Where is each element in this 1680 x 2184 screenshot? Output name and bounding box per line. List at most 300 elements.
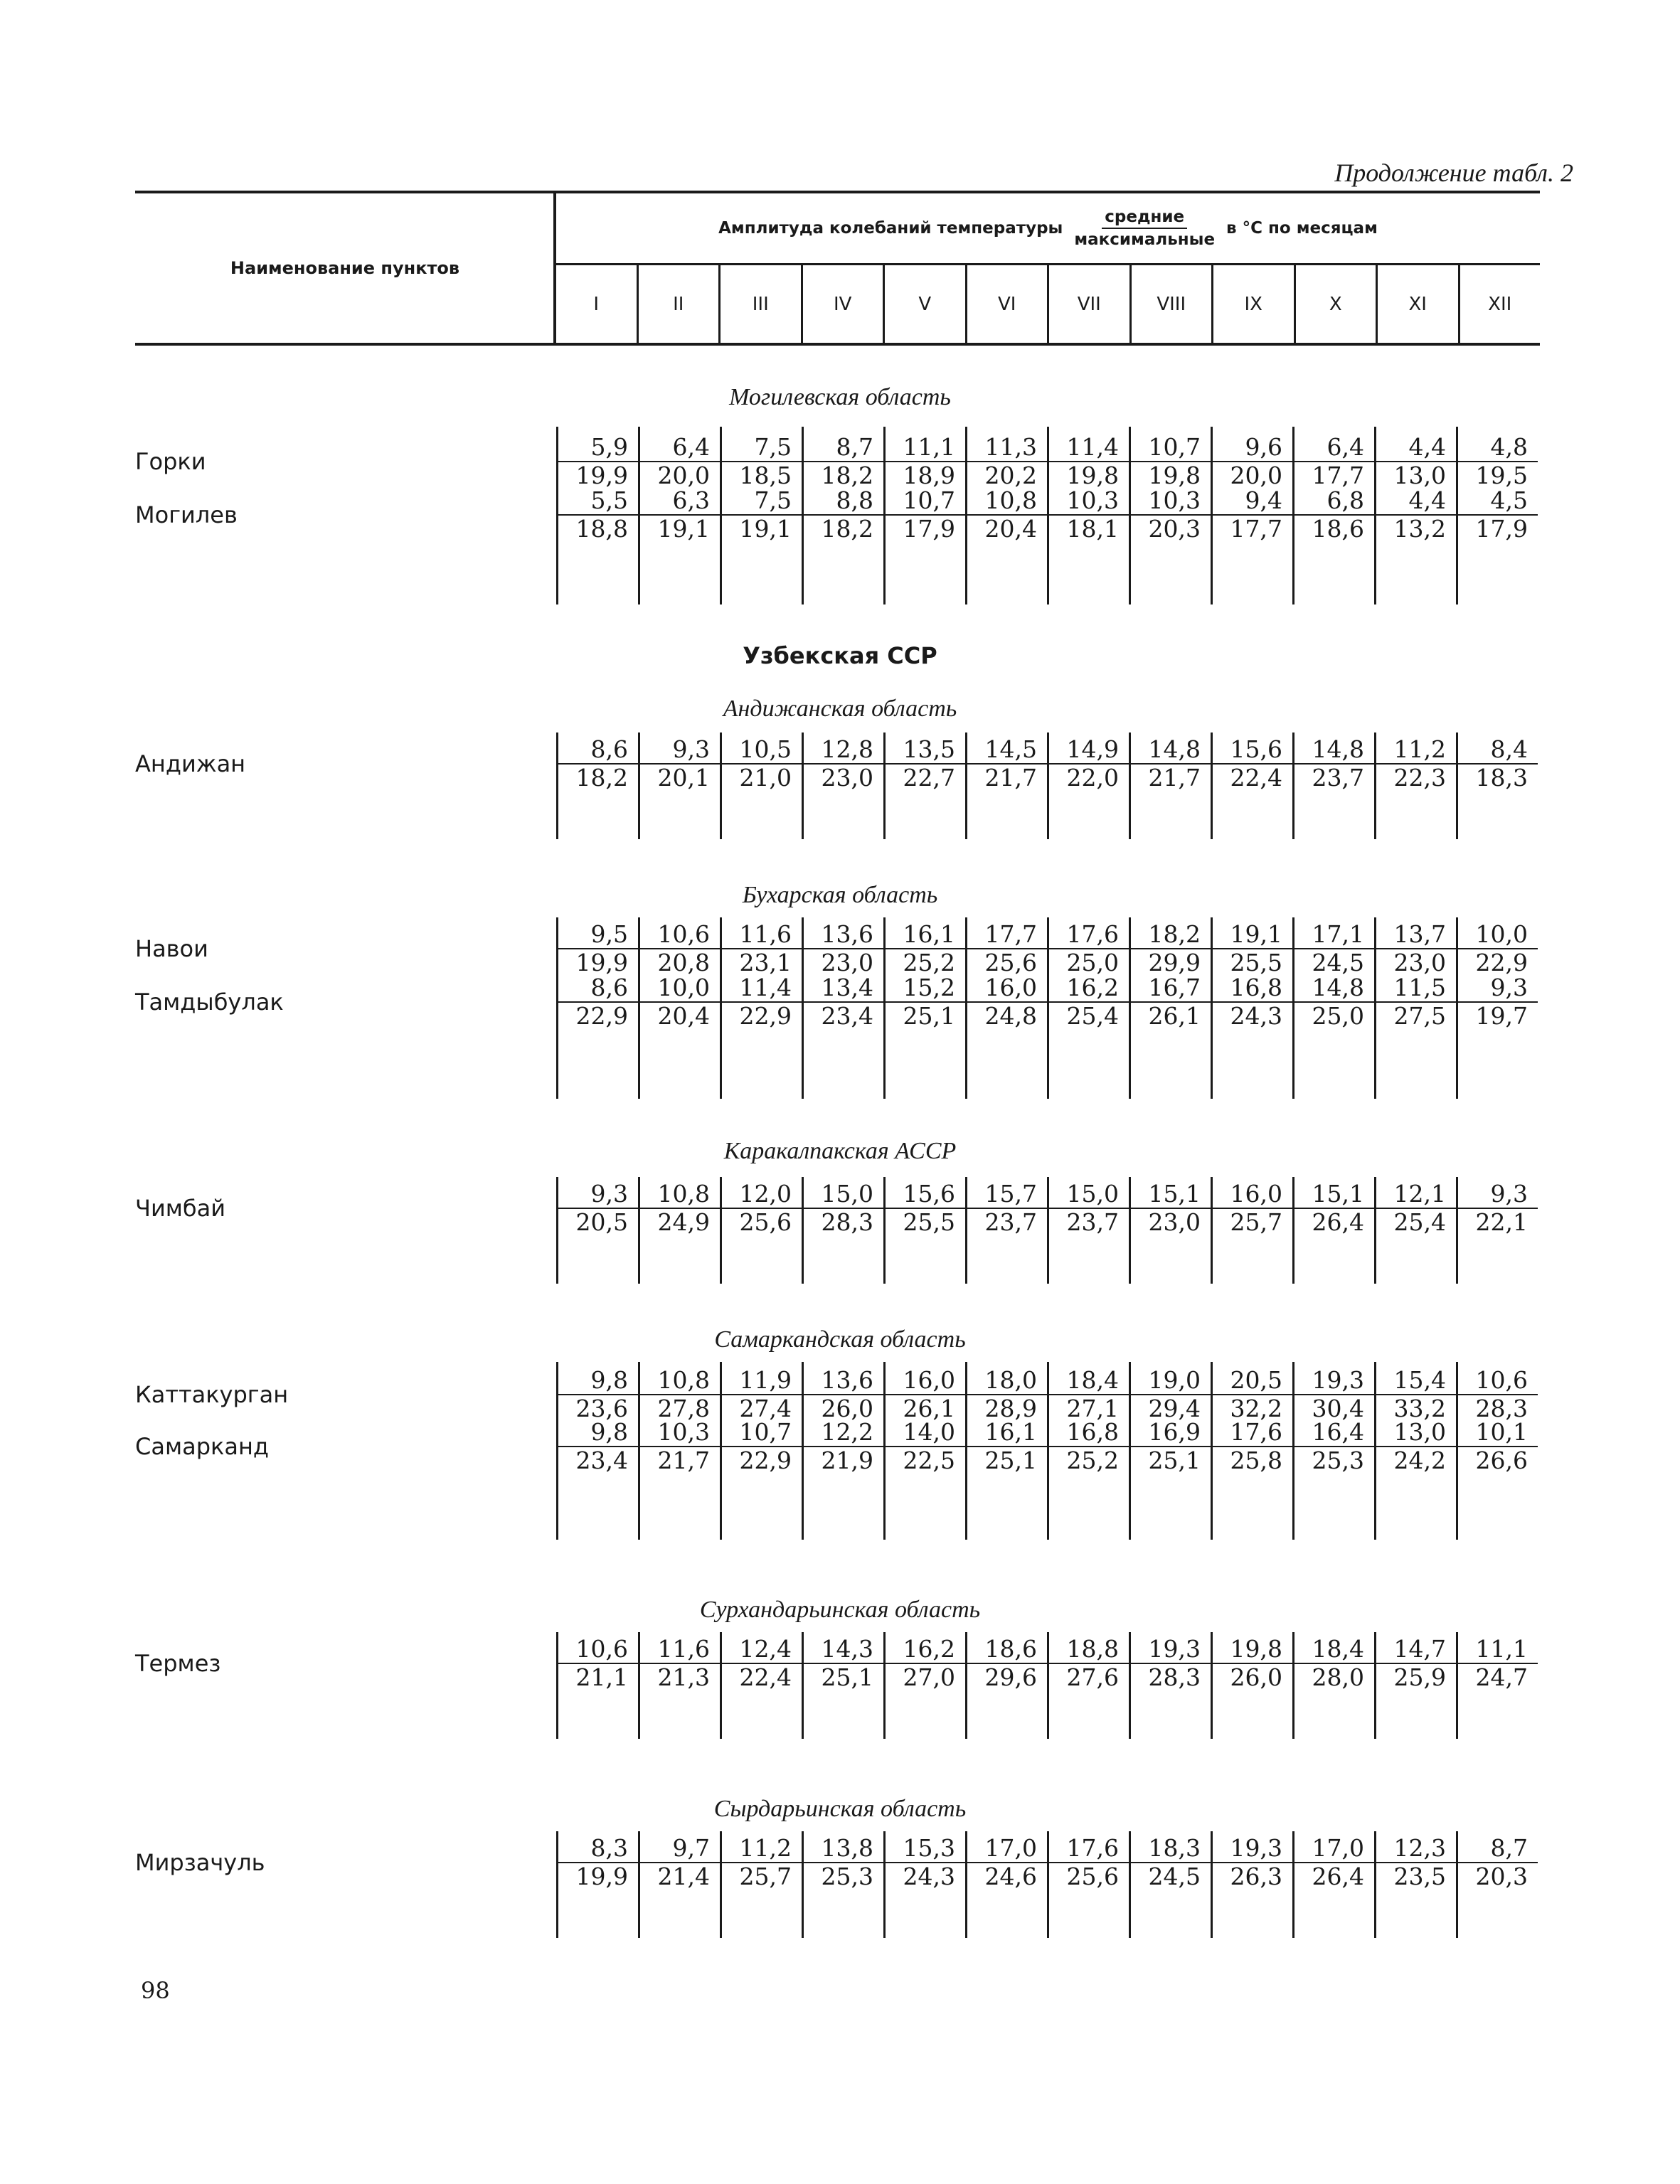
month-header-9: IX [1211,265,1294,343]
data-grid [556,1177,1538,1284]
max-amplitude-cell: 20,4 [640,1001,720,1030]
station-name: Тамдыбулак [135,989,284,1016]
max-amplitude-cell: 23,6 [558,1394,638,1422]
data-grid [556,917,1538,1099]
max-amplitude-cell: 23,0 [1376,948,1456,976]
month-column [802,917,883,1099]
month-column [556,1831,638,1938]
data-grid [556,1831,1538,1938]
month-column [720,1362,802,1540]
month-column [1047,917,1129,1099]
avg-amplitude-cell: 16,4 [1312,1418,1364,1446]
max-amplitude-cell: 17,7 [1294,461,1374,489]
avg-amplitude-cell: 9,6 [1245,433,1282,461]
month-column [1456,1632,1538,1739]
avg-amplitude-cell: 9,7 [672,1834,710,1862]
data-grid [556,427,1538,604]
avg-amplitude-cell: 8,3 [590,1834,628,1862]
avg-amplitude-cell: 14,8 [1148,735,1201,763]
avg-amplitude-cell: 10,7 [739,1418,792,1446]
max-amplitude-cell: 24,8 [967,1001,1047,1030]
avg-amplitude-cell: 8,4 [1490,735,1528,763]
avg-amplitude-cell: 16,0 [984,974,1037,1001]
max-amplitude-cell: 19,9 [558,461,638,489]
max-amplitude-cell: 23,5 [1376,1862,1456,1890]
month-column [1456,1177,1538,1284]
avg-amplitude-cell: 6,3 [672,486,710,514]
max-amplitude-cell: 18,2 [804,514,883,543]
avg-amplitude-cell: 15,0 [1066,1180,1119,1208]
max-amplitude-cell: 18,8 [558,514,638,543]
region-title: Каракалпакская АССР [723,1138,957,1164]
month-column [1047,1831,1129,1938]
max-amplitude-cell: 24,5 [1294,948,1374,976]
max-amplitude-cell: 19,1 [640,514,720,543]
max-amplitude-cell: 22,4 [1213,763,1292,792]
month-column [1374,733,1456,839]
max-amplitude-cell: 18,2 [804,461,883,489]
avg-amplitude-cell: 9,4 [1245,486,1282,514]
max-amplitude-cell: 20,4 [967,514,1047,543]
max-amplitude-cell: 23,0 [804,948,883,976]
max-amplitude-cell: 19,8 [1131,461,1211,489]
avg-amplitude-cell: 12,0 [739,1180,792,1208]
max-amplitude-cell: 21,4 [640,1862,720,1890]
max-amplitude-cell: 27,6 [1049,1663,1129,1691]
max-amplitude-cell: 21,7 [967,763,1047,792]
max-amplitude-cell: 17,7 [1213,514,1292,543]
max-amplitude-cell: 28,0 [1294,1663,1374,1691]
month-column [1129,1632,1211,1739]
max-amplitude-cell: 21,9 [804,1446,883,1474]
avg-amplitude-cell: 11,9 [739,1366,792,1394]
data-grid [556,1632,1538,1739]
avg-amplitude-cell: 20,5 [1230,1366,1282,1394]
avg-amplitude-cell: 5,9 [590,433,628,461]
month-column [720,1831,802,1938]
max-amplitude-cell: 25,5 [886,1208,965,1236]
max-amplitude-cell: 27,4 [722,1394,802,1422]
month-column [1129,917,1211,1099]
region-title: Сурхандарьинская область [699,1597,981,1623]
max-amplitude-cell: 18,6 [1294,514,1374,543]
region-title: Самаркандская область [714,1326,966,1353]
month-column [638,1177,720,1284]
avg-amplitude-cell: 13,7 [1393,920,1446,948]
month-column [883,427,965,604]
avg-amplitude-cell: 17,1 [1312,920,1364,948]
month-column [883,917,965,1099]
max-amplitude-cell: 13,0 [1376,461,1456,489]
max-amplitude-cell: 25,4 [1049,1001,1129,1030]
station-name: Могилев [135,501,238,528]
month-header-7: VII [1047,265,1129,343]
max-amplitude-cell: 13,2 [1376,514,1456,543]
avg-amplitude-cell: 5,5 [590,486,628,514]
max-amplitude-cell: 20,5 [558,1208,638,1236]
region-title: Бухарская область [742,882,938,908]
avg-amplitude-cell: 15,7 [984,1180,1037,1208]
amplitude-denominator: максимальные [1074,230,1216,249]
month-column [965,1362,1047,1540]
month-column [965,917,1047,1099]
max-amplitude-cell: 24,9 [640,1208,720,1236]
avg-amplitude-cell: 15,6 [903,1180,955,1208]
max-amplitude-cell: 24,5 [1131,1862,1211,1890]
avg-amplitude-cell: 14,3 [821,1635,873,1663]
max-amplitude-cell: 23,4 [558,1446,638,1474]
avg-amplitude-cell: 11,1 [1475,1635,1528,1663]
avg-amplitude-cell: 16,2 [1066,974,1119,1001]
avg-amplitude-cell: 12,3 [1393,1834,1446,1862]
avg-amplitude-cell: 8,6 [590,974,628,1001]
max-amplitude-cell: 25,7 [1213,1208,1292,1236]
max-amplitude-cell: 28,3 [1458,1394,1538,1422]
station-name: Горки [135,448,206,475]
max-amplitude-cell: 22,9 [722,1001,802,1030]
max-amplitude-cell: 22,3 [1376,763,1456,792]
month-column [1374,1831,1456,1938]
max-amplitude-cell: 30,4 [1294,1394,1374,1422]
max-amplitude-cell: 29,4 [1131,1394,1211,1422]
max-amplitude-cell: 24,2 [1376,1446,1456,1474]
month-column [1129,1831,1211,1938]
avg-amplitude-cell: 15,3 [903,1834,955,1862]
avg-amplitude-cell: 9,8 [590,1418,628,1446]
avg-amplitude-cell: 12,8 [821,735,873,763]
max-amplitude-cell: 22,9 [722,1446,802,1474]
month-column [1211,733,1292,839]
station-name: Чимбай [135,1195,226,1222]
region-title: Сырдарьинская область [713,1796,967,1822]
amplitude-header [556,193,1540,263]
avg-amplitude-cell: 4,5 [1490,486,1528,514]
max-amplitude-cell: 18,3 [1458,763,1538,792]
max-amplitude-cell: 23,7 [967,1208,1047,1236]
avg-amplitude-cell: 9,8 [590,1366,628,1394]
avg-amplitude-cell: 10,0 [1475,920,1528,948]
avg-amplitude-cell: 18,6 [984,1635,1037,1663]
month-column [1374,917,1456,1099]
month-column [802,1362,883,1540]
month-column [556,427,638,604]
station-name: Андижан [135,750,246,777]
month-column [720,1177,802,1284]
month-column [1374,427,1456,604]
max-amplitude-cell: 22,0 [1049,763,1129,792]
avg-amplitude-cell: 4,4 [1408,486,1446,514]
month-column [1456,1831,1538,1938]
avg-amplitude-cell: 14,5 [984,735,1037,763]
max-amplitude-cell: 23,0 [804,763,883,792]
data-grid [556,733,1538,839]
station-name: Каттакурган [135,1381,289,1408]
max-amplitude-cell: 26,3 [1213,1862,1292,1890]
max-amplitude-cell: 33,2 [1376,1394,1456,1422]
avg-amplitude-cell: 17,6 [1066,920,1119,948]
month-column [1292,1362,1374,1540]
avg-amplitude-cell: 12,2 [821,1418,873,1446]
month-header-4: IV [801,265,883,343]
month-column [965,1177,1047,1284]
max-amplitude-cell: 25,6 [1049,1862,1129,1890]
max-amplitude-cell: 28,3 [804,1208,883,1236]
avg-amplitude-cell: 19,0 [1148,1366,1201,1394]
max-amplitude-cell: 23,4 [804,1001,883,1030]
month-column [1292,1177,1374,1284]
month-column [556,1632,638,1739]
month-column [1211,1362,1292,1540]
month-column [802,733,883,839]
max-amplitude-cell: 17,9 [886,514,965,543]
max-amplitude-cell: 21,7 [640,1446,720,1474]
month-column [720,733,802,839]
max-amplitude-cell: 20,0 [1213,461,1292,489]
avg-amplitude-cell: 11,4 [1066,433,1119,461]
month-column [802,1177,883,1284]
month-column [1047,1632,1129,1739]
avg-amplitude-cell: 11,5 [1393,974,1446,1001]
avg-amplitude-cell: 13,6 [821,1366,873,1394]
avg-amplitude-cell: 16,8 [1066,1418,1119,1446]
avg-amplitude-cell: 10,8 [657,1180,710,1208]
avg-amplitude-cell: 7,5 [754,433,792,461]
month-header-12: XII [1458,265,1541,343]
max-amplitude-cell: 25,1 [886,1001,965,1030]
max-amplitude-cell: 20,3 [1458,1862,1538,1890]
avg-amplitude-cell: 10,3 [657,1418,710,1446]
avg-amplitude-cell: 10,6 [1475,1366,1528,1394]
max-amplitude-cell: 27,0 [886,1663,965,1691]
avg-amplitude-cell: 4,4 [1408,433,1446,461]
max-amplitude-cell: 26,6 [1458,1446,1538,1474]
month-column [1456,917,1538,1099]
max-amplitude-cell: 23,0 [1131,1208,1211,1236]
month-column [1211,1831,1292,1938]
avg-amplitude-cell: 14,8 [1312,974,1364,1001]
avg-amplitude-cell: 12,1 [1393,1180,1446,1208]
avg-amplitude-cell: 6,4 [1327,433,1364,461]
avg-amplitude-cell: 15,0 [821,1180,873,1208]
max-amplitude-cell: 27,8 [640,1394,720,1422]
month-column [638,733,720,839]
month-column [1211,427,1292,604]
avg-amplitude-cell: 10,6 [657,920,710,948]
avg-amplitude-cell: 9,3 [672,735,710,763]
avg-amplitude-cell: 16,1 [984,1418,1037,1446]
month-column [965,1831,1047,1938]
max-amplitude-cell: 19,5 [1458,461,1538,489]
max-amplitude-cell: 25,0 [1294,1001,1374,1030]
avg-amplitude-cell: 11,4 [739,974,792,1001]
max-amplitude-cell: 22,4 [722,1663,802,1691]
max-amplitude-cell: 18,2 [558,763,638,792]
max-amplitude-cell: 25,3 [1294,1446,1374,1474]
data-grid [556,1362,1538,1540]
month-column [802,1831,883,1938]
max-amplitude-cell: 20,2 [967,461,1047,489]
month-column [638,1831,720,1938]
month-column [883,1632,965,1739]
max-amplitude-cell: 23,1 [722,948,802,976]
avg-amplitude-cell: 16,8 [1230,974,1282,1001]
max-amplitude-cell: 24,6 [967,1862,1047,1890]
avg-amplitude-cell: 13,6 [821,920,873,948]
month-header-2: II [637,265,719,343]
max-amplitude-cell: 25,1 [967,1446,1047,1474]
region-title: Могилевская область [729,384,951,410]
month-column [1456,1362,1538,1540]
republic-title: Узбекская ССР [743,642,937,669]
max-amplitude-cell: 24,7 [1458,1663,1538,1691]
avg-amplitude-cell: 8,6 [590,735,628,763]
max-amplitude-cell: 22,7 [886,763,965,792]
max-amplitude-cell: 17,9 [1458,514,1538,543]
avg-amplitude-cell: 15,2 [903,974,955,1001]
max-amplitude-cell: 25,6 [967,948,1047,976]
max-amplitude-cell: 26,0 [1213,1663,1292,1691]
max-amplitude-cell: 21,1 [558,1663,638,1691]
avg-amplitude-cell: 18,2 [1148,920,1201,948]
month-column [638,427,720,604]
max-amplitude-cell: 28,3 [1131,1663,1211,1691]
month-header-3: III [718,265,801,343]
avg-amplitude-cell: 12,4 [739,1635,792,1663]
month-column [556,1177,638,1284]
max-amplitude-cell: 22,5 [886,1446,965,1474]
avg-amplitude-cell: 10,7 [1148,433,1201,461]
avg-amplitude-cell: 16,0 [1230,1180,1282,1208]
month-column [638,917,720,1099]
avg-amplitude-cell: 13,8 [821,1834,873,1862]
month-header-6: VI [965,265,1048,343]
avg-amplitude-cell: 17,6 [1066,1834,1119,1862]
month-header-10: X [1294,265,1376,343]
table-continuation-label: Продолжение табл. 2 [1334,159,1573,187]
avg-amplitude-cell: 15,1 [1148,1180,1201,1208]
month-column [720,917,802,1099]
avg-amplitude-cell: 15,6 [1230,735,1282,763]
max-amplitude-cell: 25,8 [1213,1446,1292,1474]
avg-amplitude-cell: 14,0 [903,1418,955,1446]
max-amplitude-cell: 25,7 [722,1862,802,1890]
max-amplitude-cell: 23,7 [1049,1208,1129,1236]
max-amplitude-cell: 25,1 [804,1663,883,1691]
max-amplitude-cell: 24,3 [1213,1001,1292,1030]
month-header-5: V [883,265,965,343]
month-header-1: I [593,293,600,315]
avg-amplitude-cell: 13,4 [821,974,873,1001]
month-column [638,1362,720,1540]
max-amplitude-cell: 19,1 [722,514,802,543]
avg-amplitude-cell: 7,5 [754,486,792,514]
amplitude-numerator: средние [1102,208,1187,229]
max-amplitude-cell: 25,9 [1376,1663,1456,1691]
avg-amplitude-cell: 17,0 [984,1834,1037,1862]
max-amplitude-cell: 29,9 [1131,948,1211,976]
max-amplitude-cell: 24,3 [886,1862,965,1890]
month-column [1374,1362,1456,1540]
max-amplitude-cell: 25,6 [722,1208,802,1236]
station-name: Навои [135,935,208,962]
month-column [1292,1831,1374,1938]
avg-amplitude-cell: 14,8 [1312,735,1364,763]
amplitude-suffix: в °С по месяцам [1226,219,1378,238]
avg-amplitude-cell: 11,6 [739,920,792,948]
avg-amplitude-cell: 9,5 [590,920,628,948]
max-amplitude-cell: 18,1 [1049,514,1129,543]
avg-amplitude-cell: 10,5 [739,735,792,763]
max-amplitude-cell: 25,5 [1213,948,1292,976]
avg-amplitude-cell: 14,7 [1393,1635,1446,1663]
month-column [1292,733,1374,839]
avg-amplitude-cell: 16,0 [903,1366,955,1394]
month-column [720,427,802,604]
month-column [883,733,965,839]
avg-amplitude-cell: 11,3 [984,433,1037,461]
max-amplitude-cell: 25,3 [804,1862,883,1890]
month-column [1292,1632,1374,1739]
avg-amplitude-cell: 14,9 [1066,735,1119,763]
max-amplitude-cell: 21,3 [640,1663,720,1691]
month-header-11: XI [1376,265,1458,343]
avg-amplitude-cell: 8,8 [836,486,873,514]
avg-amplitude-cell: 11,6 [657,1635,710,1663]
avg-amplitude-cell: 10,6 [575,1635,628,1663]
max-amplitude-cell: 21,0 [722,763,802,792]
page-number: 98 [141,1977,170,2004]
avg-amplitude-cell: 18,4 [1312,1635,1364,1663]
station-name: Мирзачуль [135,1849,265,1876]
avg-amplitude-cell: 13,5 [903,735,955,763]
month-column [556,917,638,1099]
month-column [1211,1632,1292,1739]
avg-amplitude-cell: 10,8 [984,486,1037,514]
max-amplitude-cell: 20,3 [1131,514,1211,543]
avg-amplitude-cell: 8,7 [1490,1834,1528,1862]
month-column [1047,1177,1129,1284]
max-amplitude-cell: 19,9 [558,948,638,976]
max-amplitude-cell: 25,1 [1131,1446,1211,1474]
month-header-row [556,265,1540,343]
avg-amplitude-cell: 11,1 [903,433,955,461]
avg-amplitude-cell: 18,8 [1066,1635,1119,1663]
avg-amplitude-cell: 6,4 [672,433,710,461]
month-column [638,1632,720,1739]
avg-amplitude-cell: 10,3 [1066,486,1119,514]
avg-amplitude-cell: 15,1 [1312,1180,1364,1208]
avg-amplitude-cell: 4,8 [1490,433,1528,461]
max-amplitude-cell: 18,5 [722,461,802,489]
station-name: Самарканд [135,1433,269,1460]
header-bottom-rule [135,343,1540,346]
avg-amplitude-cell: 6,8 [1327,486,1364,514]
avg-amplitude-cell: 9,3 [590,1180,628,1208]
month-column [1211,1177,1292,1284]
avg-amplitude-cell: 10,7 [903,486,955,514]
month-column [883,1831,965,1938]
region-title: Андижанская область [723,696,957,722]
max-amplitude-cell: 23,7 [1294,763,1374,792]
month-column [965,427,1047,604]
avg-amplitude-cell: 18,0 [984,1366,1037,1394]
month-column [1047,427,1129,604]
max-amplitude-cell: 22,1 [1458,1208,1538,1236]
month-column [1047,733,1129,839]
max-amplitude-cell: 21,7 [1131,763,1211,792]
avg-amplitude-cell: 19,1 [1230,920,1282,948]
month-column [1129,427,1211,604]
